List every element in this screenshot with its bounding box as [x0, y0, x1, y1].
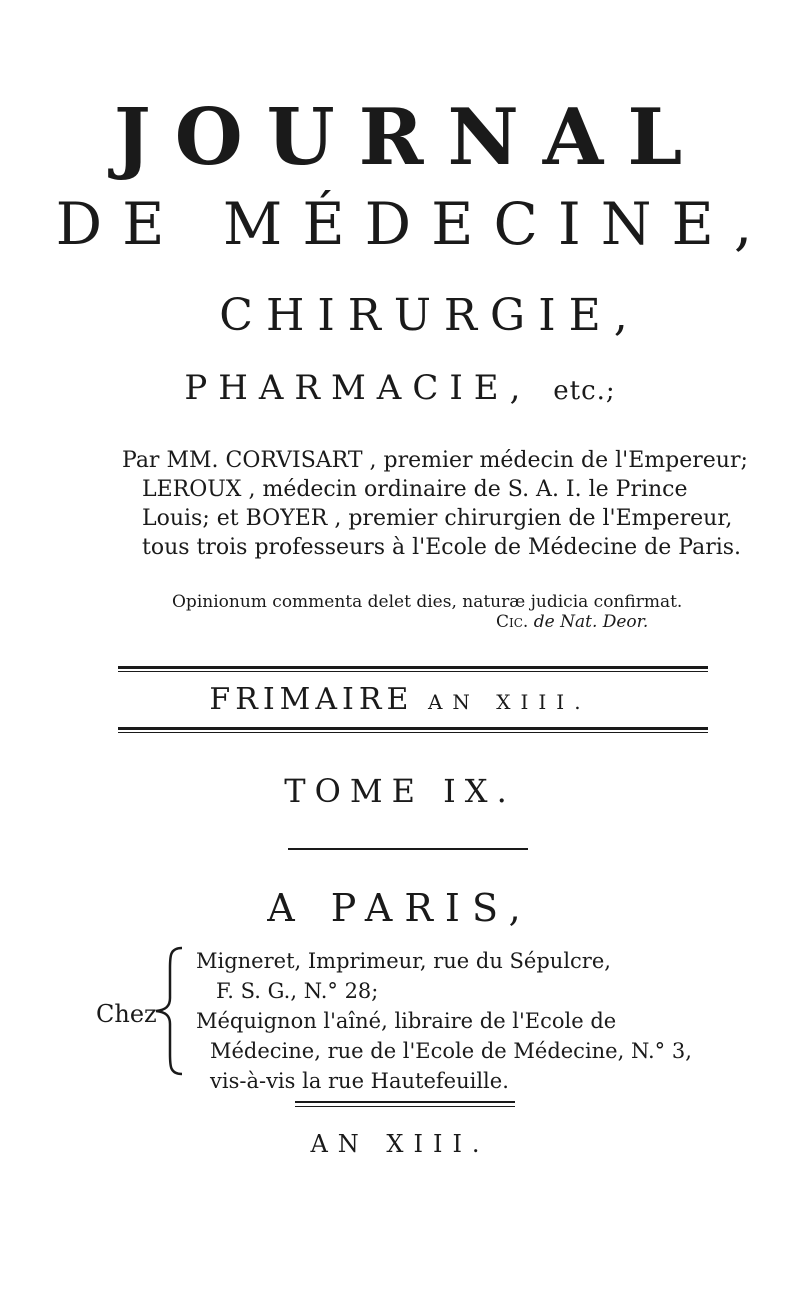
authors-block — [122, 446, 748, 562]
rule-mid-thick — [118, 727, 708, 730]
authors-line-3: Louis; et BOYER , premier chirurgien de l'Empereur, — [142, 506, 733, 531]
imprint-block — [196, 946, 712, 1096]
rule-mid-thin — [118, 732, 708, 733]
title-chirurgie: CHIRURGIE, — [219, 290, 641, 341]
imprint-place: A PARIS, — [267, 886, 533, 930]
attribution-author: Cic. — [496, 612, 529, 632]
imprint-line-1: Migneret, Imprimeur, rue du Sépulcre, — [196, 949, 611, 973]
title-etc: etc.; — [553, 376, 616, 406]
title-de-medecine: DE MÉDECINE, — [55, 190, 773, 258]
rule-bottom-thick — [295, 1101, 515, 1103]
imprint-line-5: vis-à-vis la rue Hautefeuille. — [210, 1069, 509, 1093]
issue-month: FRIMAIRE — [209, 682, 414, 717]
issue-line — [0, 682, 800, 717]
rule-bottom-thin — [295, 1106, 515, 1107]
volume-number: TOME IX. — [284, 772, 516, 810]
title-pharmacie: PHARMACIE, — [184, 368, 532, 408]
imprint-line-3: Méquignon l'aîné, libraire de l'Ecole de — [196, 1009, 617, 1033]
title-journal: JOURNAL — [113, 92, 707, 183]
epigraph-attribution — [496, 612, 648, 632]
authors-line-2: LEROUX , médecin ordinaire de S. A. I. le Prince — [142, 477, 688, 502]
imprint-line-2: F. S. G., N.° 28; — [216, 979, 379, 1003]
authors-line-1: Par MM. CORVISART , premier médecin de l'Empereur; — [122, 448, 748, 473]
authors-line-4: tous trois professeurs à l'Ecole de Médecine de Paris. — [142, 535, 742, 560]
publication-year: AN XIII. — [310, 1130, 490, 1158]
issue-an: AN XIII. — [427, 690, 591, 714]
attribution-work: de Nat. Deor. — [533, 612, 649, 632]
imprint-line-4: Médecine, rue de l'Ecole de Médecine, N.° 3, — [210, 1039, 692, 1063]
imprint-chez: Chez — [96, 1000, 157, 1028]
rule-short — [288, 848, 528, 850]
epigraph: Opinionum commenta delet dies, naturæ judicia confirmat. — [172, 592, 683, 612]
rule-top-thin — [118, 671, 708, 672]
rule-top-thick — [118, 666, 708, 669]
curly-brace-icon — [152, 946, 188, 1076]
title-pharmacie-line — [0, 368, 800, 408]
